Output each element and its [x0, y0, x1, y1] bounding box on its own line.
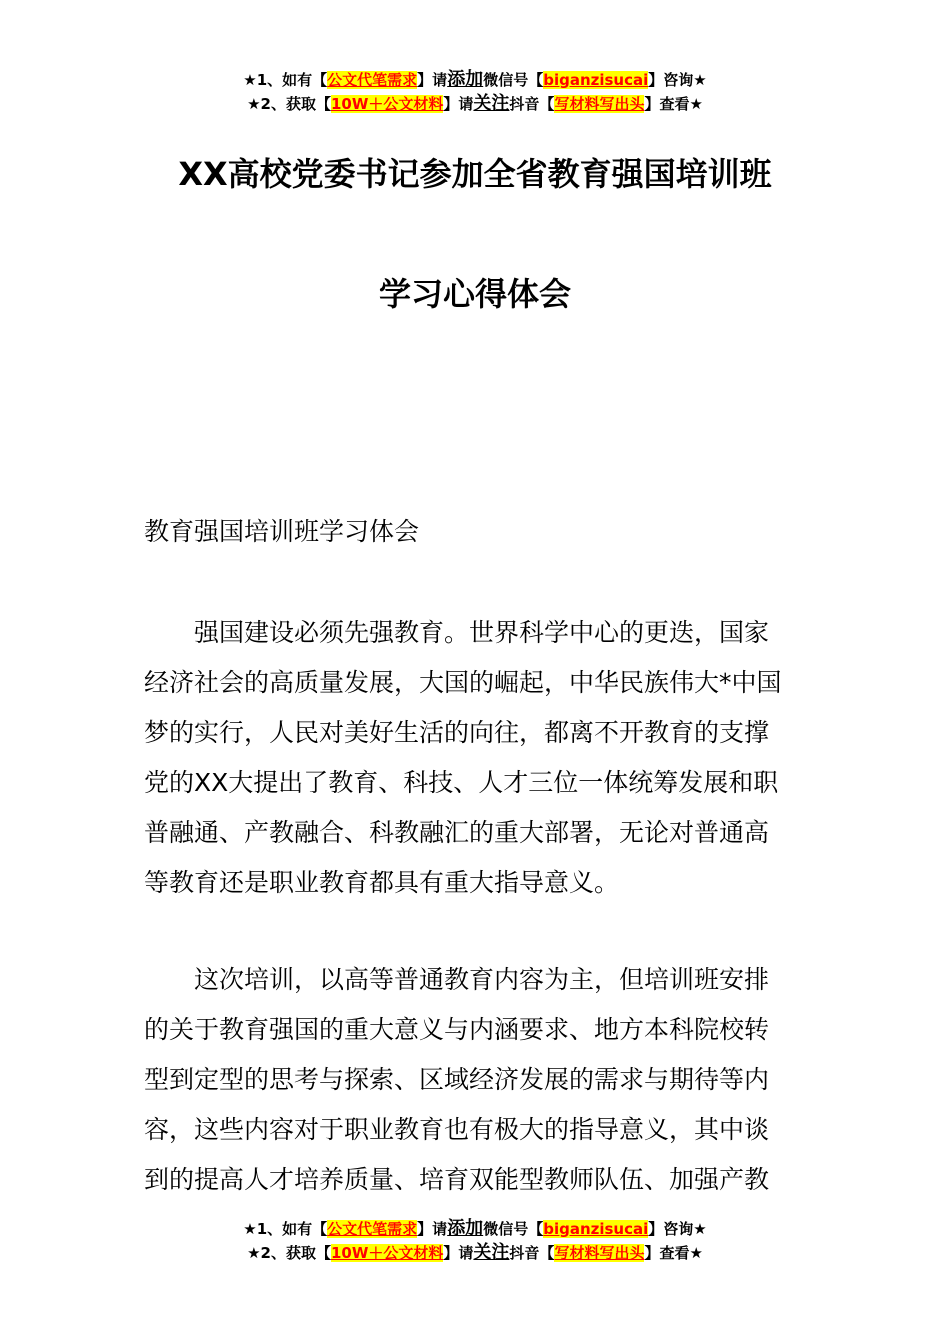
- promo-highlight: 10W＋公文材料: [330, 95, 444, 113]
- promo-text: 】请: [417, 1220, 448, 1238]
- promo-emphasis: 添加: [447, 69, 484, 90]
- body-paragraph-1: [144, 608, 814, 908]
- promo-text: 微信号【: [483, 71, 544, 89]
- paragraph-line: 的关于教育强国的重大意义与内涵要求、地方本科院校转: [144, 1015, 770, 1044]
- promo-highlight: biganzisucai: [543, 1220, 649, 1238]
- promo-text: ★1、如有【: [243, 1220, 328, 1238]
- paragraph-line: 普融通、产教融合、科教融汇的重大部署，无论对普通高: [144, 818, 770, 847]
- promo-highlight: biganzisucai: [543, 71, 649, 89]
- promo-emphasis: 关注: [473, 1242, 510, 1263]
- promo-line-1: [0, 68, 950, 92]
- promo-line-2: [0, 1241, 950, 1265]
- paragraph-line: 党的XX大提出了教育、科技、人才三位一体统筹发展和职: [144, 768, 779, 797]
- document-title-line-2: 学习心得体会: [378, 275, 571, 313]
- section-heading: 教育强国培训班学习体会: [144, 517, 420, 546]
- promo-text: 】查看★: [644, 95, 703, 113]
- promo-highlight: 10W＋公文材料: [330, 1244, 444, 1262]
- promo-highlight: 公文代笔需求: [327, 1220, 418, 1238]
- promo-highlight: 写材料写出头: [554, 95, 645, 113]
- promo-footer: [0, 1217, 950, 1265]
- promo-text: 】查看★: [644, 1244, 703, 1262]
- paragraph-line: 这次培训，以高等普通教育内容为主，但培训班安排: [144, 965, 770, 994]
- promo-header: [0, 68, 950, 116]
- paragraph-line: 容，这些内容对于职业教育也有极大的指导意义，其中谈: [144, 1115, 770, 1144]
- paragraph-line: 到的提高人才培养质量、培育双能型教师队伍、加强产教: [144, 1165, 770, 1194]
- promo-text: 】请: [417, 71, 448, 89]
- promo-emphasis: 添加: [447, 1218, 484, 1239]
- promo-text: 抖音【: [509, 1244, 555, 1262]
- promo-text: 抖音【: [509, 95, 555, 113]
- promo-line-2: [0, 92, 950, 116]
- paragraph-line: 经济社会的高质量发展，大国的崛起，中华民族伟大*中国: [144, 668, 782, 697]
- promo-highlight: 公文代笔需求: [327, 71, 418, 89]
- body-paragraph-2: [144, 955, 814, 1205]
- promo-text: 】请: [443, 1244, 474, 1262]
- promo-text: 微信号【: [483, 1220, 544, 1238]
- promo-text: 】咨询★: [648, 1220, 707, 1238]
- paragraph-line: 等教育还是职业教育都具有重大指导意义。: [144, 868, 620, 897]
- promo-emphasis: 关注: [473, 93, 510, 114]
- promo-line-1: [0, 1217, 950, 1241]
- paragraph-line: 型到定型的思考与探索、区域经济发展的需求与期待等内: [144, 1065, 770, 1094]
- promo-text: ★1、如有【: [243, 71, 328, 89]
- paragraph-line: 强国建设必须先强教育。世界科学中心的更迭，国家: [144, 618, 770, 647]
- document-title-line-1: XX高校党委书记参加全省教育强国培训班: [178, 155, 772, 193]
- promo-text: ★2、获取【: [247, 95, 331, 113]
- promo-text: 】请: [443, 95, 474, 113]
- promo-text: 】咨询★: [648, 71, 707, 89]
- promo-highlight: 写材料写出头: [554, 1244, 645, 1262]
- promo-text: ★2、获取【: [247, 1244, 331, 1262]
- paragraph-line: 梦的实行，人民对美好生活的向往，都离不开教育的支撑: [144, 718, 770, 747]
